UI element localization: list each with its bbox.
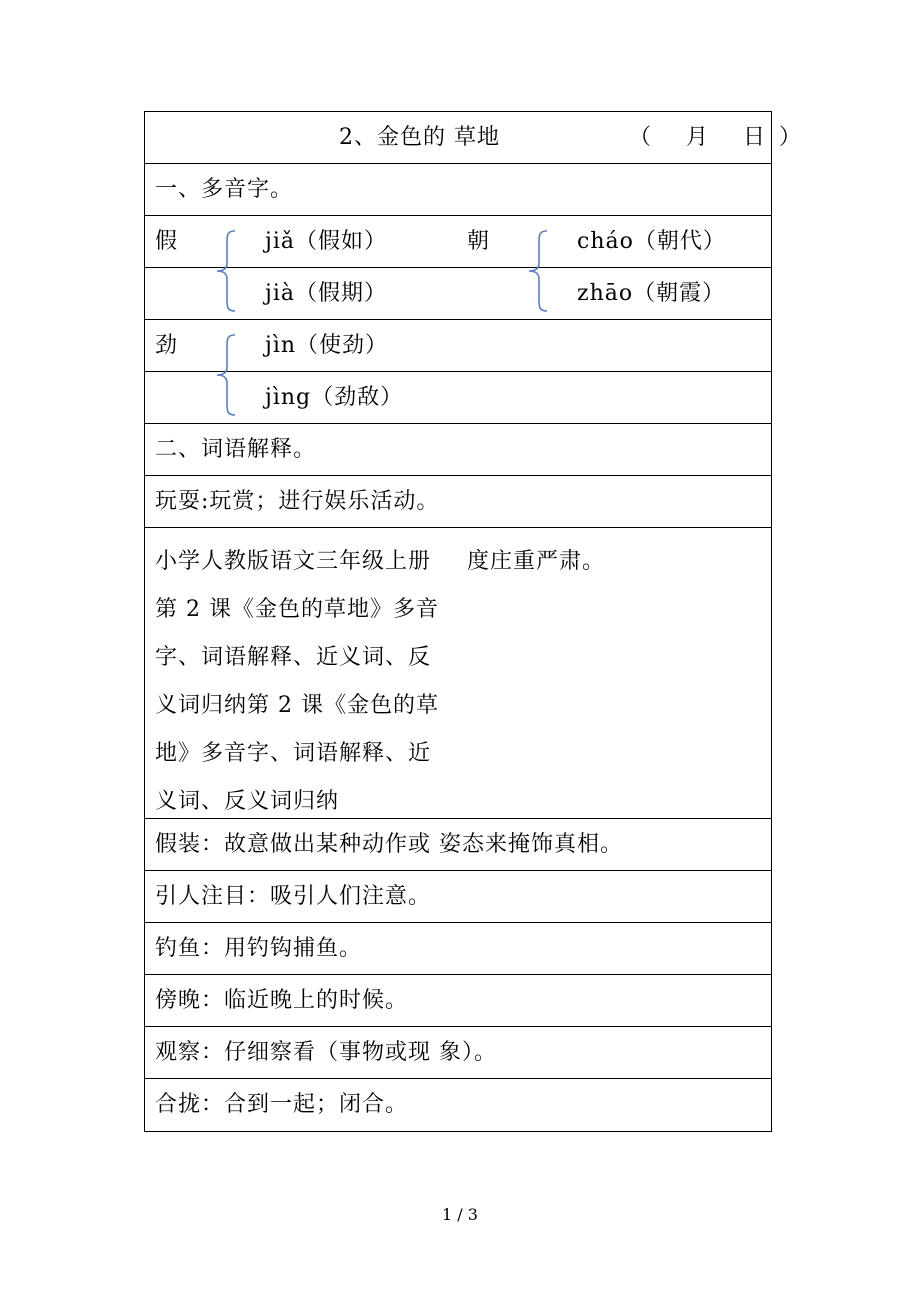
section-heading <box>145 164 771 216</box>
paragraph-line: 字、词语解释、近义词、反 <box>155 645 432 670</box>
definition-text: 假装：故意做出某种动作或 姿态来掩饰真相。 <box>155 832 623 857</box>
polyphone-reading: jiǎ（假如） <box>265 229 387 254</box>
definition-row <box>145 975 771 1027</box>
definition-row <box>145 476 771 528</box>
paragraph-line: 义词、反义词归纳 <box>155 789 340 814</box>
polyphone-char: 劲 <box>155 333 179 358</box>
definition-row <box>145 819 771 871</box>
paragraph-tail: 度庄重严肃。 <box>467 549 606 574</box>
polyphone-row <box>145 320 771 372</box>
paragraph-line: 小学人教版语文三年级上册 <box>155 549 432 574</box>
polyphone-row <box>145 216 771 268</box>
polyphone-reading: jià（假期） <box>265 281 387 306</box>
section1-heading: 一、多音字。 <box>155 177 294 202</box>
title-row <box>145 112 815 164</box>
polyphone-char: 朝 <box>467 229 491 254</box>
left-brace-icon <box>527 229 549 313</box>
paragraph-line: 第 2 课《金色的草地》多音 <box>155 597 439 622</box>
definition-text: 钓鱼：用钓钩捕鱼。 <box>155 936 363 961</box>
definition-text: 引人注目：吸引人们注意。 <box>155 884 432 909</box>
date-field: （ 月 日） <box>629 125 815 150</box>
lesson-title: 2、金色的 草地 <box>339 125 500 150</box>
polyphone-reading: jìn（使劲） <box>265 333 389 358</box>
definition-text: 合拢：合到一起；闭合。 <box>155 1092 409 1117</box>
worksheet-table <box>144 111 815 1132</box>
polyphone-char: 假 <box>155 229 179 254</box>
polyphone-reading: jìng（劲敌） <box>265 385 404 410</box>
polyphone-reading: cháo（朝代） <box>577 229 726 254</box>
merged-row <box>145 528 771 819</box>
left-brace-icon <box>215 333 237 417</box>
definition-text: 观察：仔细察看（事物或现 象）。 <box>155 1040 497 1065</box>
paragraph-line: 义词归纳第 2 课《金色的草 <box>155 693 439 718</box>
definition-text: 傍晚：临近晚上的时候。 <box>155 988 409 1013</box>
polyphone-row <box>145 372 771 424</box>
definition-row <box>145 1079 771 1131</box>
definition-row <box>145 923 771 975</box>
polyphone-row <box>145 268 771 320</box>
page-number: 1 / 3 <box>442 1205 478 1224</box>
definition-row <box>145 1027 771 1079</box>
polyphone-reading: zhāo（朝霞） <box>577 281 726 306</box>
left-brace-icon <box>215 229 237 313</box>
section2-heading: 二、词语解释。 <box>155 437 317 462</box>
paragraph-line: 地》多音字、词语解释、近 <box>155 741 432 766</box>
definition-row <box>145 871 771 923</box>
definition-text: 玩耍:玩赏；进行娱乐活动。 <box>155 489 440 514</box>
section-heading <box>145 424 771 476</box>
merged-paragraph <box>155 538 455 826</box>
